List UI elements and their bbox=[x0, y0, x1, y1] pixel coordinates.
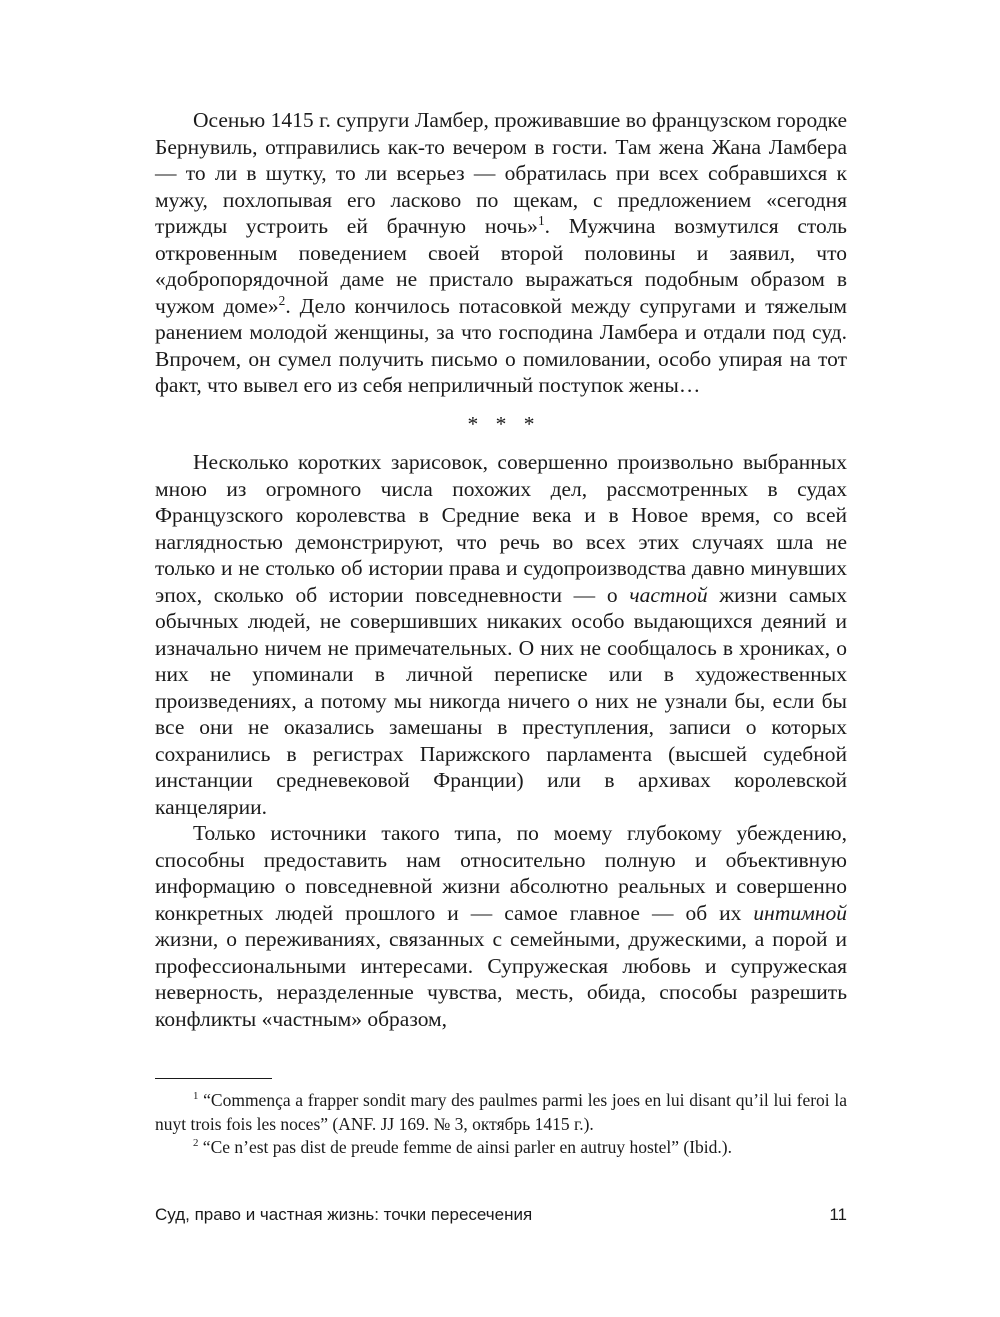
text-segment: жизни самых обычных людей, не совершивших никаких особо выдающихся деяний и изначально ничем не примечательных. О них не сообщалось в хрониках, о них не упоминали в личной переписке или в художественных произведениях, а потому мы никогда ничего о них не узнали бы, если бы все они не оказались замешаны в преступления, записи о которых сохранились в регистрах Парижского парламента (высшей судебной инстанции средневековой Франции) или в архивах королевской канцелярии. bbox=[155, 582, 847, 819]
text-segment: Несколько коротких зарисовок, совершенно произвольно выбранных мною из огромного числа похожих дел, рассмотренных в судах Французского королевства в Средние века и в Новое время, со всей наглядностью демонстрируют, что речь во всех этих случаях шла не только и не столько об истории права и судопроизводства давно минувших эпох, сколько об истории повседневности — о bbox=[155, 450, 847, 607]
text-segment: Осенью 1415 г. супруги Ламбер, проживавшие во французском городке Бернувиль, отправились как-то вечером в гости. Там жена Жана Ламбера — то ли в шутку, то ли всерьез — обратилась при всех собравшихся к мужу, похлопывая его ласково по щекам, с предложением «сегодня трижды устроить ей брачную ночь» bbox=[155, 108, 847, 238]
section-separator: * * * bbox=[467, 411, 541, 436]
text-segment: . Дело кончилось потасовкой между супругами и тяжелым ранением молодой женщины, за что господина Ламбера и отдали под суд. Впрочем, он сумел получить письмо о помиловании, особо упирая на тот факт, что вывел его из себя неприличный поступок жены… bbox=[155, 293, 847, 397]
footnote-marker: 1 bbox=[193, 1090, 199, 1103]
text-segment: “Commença a frapper sondit mary des paulmes parmi les joes en lui disant qu’il lui feroi la nuyt trois fois les noces” (ANF. JJ 169. № 3, октябрь 1415 г.). bbox=[155, 1090, 848, 1134]
footnote bbox=[155, 1089, 847, 1136]
text-segment: . Мужчина возмутился столь откровенным поведением своей второй половины и заявил, что «добропорядочной даме не пристало выражаться подобным образом в чужом доме» bbox=[155, 214, 847, 318]
emphasis-text: интимной bbox=[753, 900, 847, 925]
footnotes-section bbox=[155, 1078, 847, 1160]
paragraph bbox=[155, 820, 847, 1032]
running-footer bbox=[155, 1205, 847, 1225]
footnote-rule bbox=[155, 1078, 272, 1079]
text-segment: “Ce n’est pas dist de preude femme de ainsi parler en autruy hostel” (Ibid.). bbox=[202, 1137, 732, 1157]
paragraph bbox=[155, 107, 847, 399]
emphasis-text: частной bbox=[629, 582, 708, 607]
text-segment: Только источники такого типа, по моему глубокому убеждению, способны предоставить нам относительно полную и объективную информацию о повседневной жизни абсолютно реальных и совершенно конкретных людей прошлого и — самое главное — об их bbox=[155, 821, 847, 925]
footnote-ref: 1 bbox=[537, 212, 545, 228]
page-number: 11 bbox=[829, 1205, 847, 1224]
footnote bbox=[155, 1136, 847, 1160]
paragraph bbox=[155, 449, 847, 820]
main-text bbox=[155, 107, 847, 1032]
footnote-marker: 2 bbox=[193, 1137, 199, 1150]
text-segment: жизни, о переживаниях, связанных с семейными, дружескими, а порой и профессиональными интересами. Супружеская любовь и супружеская неверность, неразделенные чувства, месть, обида, способы разрешить конфликты «частным» образом, bbox=[155, 927, 847, 1031]
running-title: Суд, право и частная жизнь: точки пересечения bbox=[155, 1205, 533, 1224]
footnote-ref: 2 bbox=[278, 292, 286, 308]
